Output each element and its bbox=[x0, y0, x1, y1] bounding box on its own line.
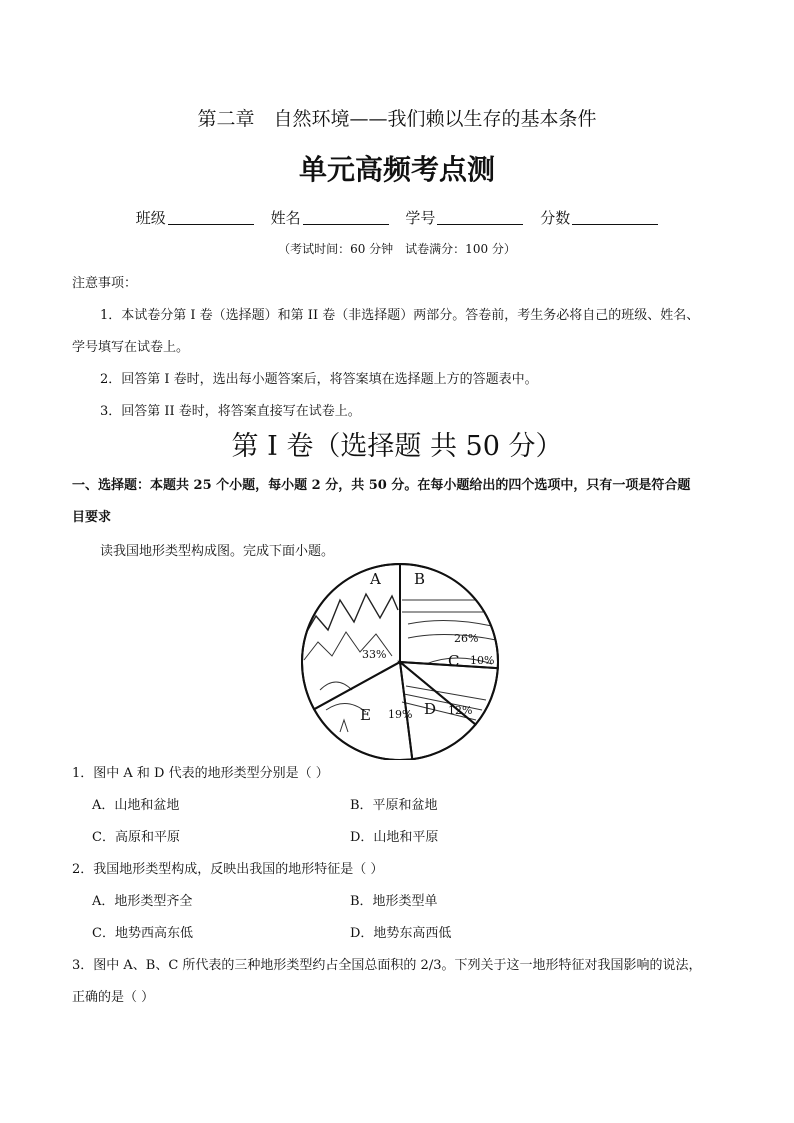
score-blank[interactable] bbox=[572, 210, 658, 225]
score-field bbox=[540, 207, 658, 228]
pie-value-c: 10% bbox=[470, 654, 495, 667]
class-field bbox=[136, 207, 254, 228]
notice-item-1: 1．本试卷分第 I 卷（选择题）和第 II 卷（非选择题）两部分。答卷前，考生务必将自己的班级、姓名、 bbox=[100, 308, 700, 323]
pie-letter-d: D bbox=[424, 700, 437, 718]
pie-letter-b: B bbox=[414, 570, 426, 588]
q1-option-b[interactable]: B．平原和盆地 bbox=[350, 798, 438, 813]
chapter-title: 第二章 自然环境——我们赖以生存的基本条件 bbox=[197, 108, 597, 130]
question-intro: 读我国地形类型构成图。完成下面小题。 bbox=[100, 544, 335, 559]
pie-labels bbox=[360, 570, 494, 724]
q2-option-a[interactable]: A．地形类型齐全 bbox=[92, 894, 193, 909]
student-info-line bbox=[0, 207, 794, 228]
section-title: 第 I 卷（选择题 共 50 分） bbox=[231, 431, 563, 462]
question-1-stem: 1．图中 A 和 D 代表的地形类型分别是（ ） bbox=[72, 766, 329, 781]
score-label: 分数 bbox=[540, 209, 571, 227]
pie-value-e: 19% bbox=[388, 708, 413, 721]
pie-value-d: 12% bbox=[448, 704, 473, 717]
q1-option-a[interactable]: A．山地和盆地 bbox=[92, 798, 180, 813]
pie-letter-a: A bbox=[370, 570, 381, 588]
mountain-sketch bbox=[302, 594, 398, 640]
plain-sketch bbox=[402, 686, 486, 720]
pie-letter-e: E bbox=[360, 706, 371, 724]
pie-value-b: 26% bbox=[454, 632, 479, 645]
notice-item-1-cont: 学号填写在试卷上。 bbox=[72, 340, 190, 355]
name-blank[interactable] bbox=[303, 210, 389, 225]
student-id-label: 学号 bbox=[405, 209, 436, 227]
q2-option-d[interactable]: D．地势东高西低 bbox=[350, 926, 452, 941]
q1-option-d[interactable]: D．山地和平原 bbox=[350, 830, 439, 845]
time-note: （考试时间：60 分钟 试卷满分：100 分） bbox=[278, 242, 516, 256]
class-blank[interactable] bbox=[168, 210, 254, 225]
question-2-stem: 2．我国地形类型构成，反映出我国的地形特征是（ ） bbox=[72, 862, 384, 877]
pie-slices bbox=[302, 564, 498, 760]
pie-letter-c: C bbox=[448, 652, 460, 670]
notice-item-2: 2．回答第 I 卷时，选出每小题答案后，将答案填在选择题上方的答题表中。 bbox=[100, 372, 538, 387]
student-id-blank[interactable] bbox=[437, 210, 523, 225]
section-instructions-cont: 目要求 bbox=[72, 510, 112, 525]
notice-heading: 注意事项： bbox=[72, 276, 138, 291]
pie-slice-a bbox=[302, 564, 400, 709]
section-instructions: 一、选择题：本题共 25 个小题，每小题 2 分，共 50 分。在每小题给出的四个选项中，只有一项是符合题 bbox=[72, 478, 691, 493]
question-3-stem: 3．图中 A、B、C 所代表的三种地形类型约占全国总面积的 2/3。下列关于这一地形特征对我国影响的说法， bbox=[72, 958, 702, 973]
question-3-stem-cont: 正确的是（ ） bbox=[72, 990, 155, 1005]
class-label: 班级 bbox=[135, 209, 166, 227]
q2-option-b[interactable]: B．地形类型单 bbox=[350, 894, 438, 909]
name-label: 姓名 bbox=[270, 209, 301, 227]
terrain-pie-chart bbox=[296, 560, 506, 760]
student-id-field bbox=[405, 207, 523, 228]
q1-option-c[interactable]: C．高原和平原 bbox=[92, 830, 180, 845]
q2-option-c[interactable]: C．地势西高东低 bbox=[92, 926, 193, 941]
name-field bbox=[271, 207, 389, 228]
plateau-sketch bbox=[402, 600, 496, 640]
pie-value-a: 33% bbox=[362, 648, 387, 661]
unit-title: 单元高频考点测 bbox=[298, 153, 495, 186]
notice-item-3: 3．回答第 II 卷时，将答案直接写在试卷上。 bbox=[100, 404, 361, 419]
